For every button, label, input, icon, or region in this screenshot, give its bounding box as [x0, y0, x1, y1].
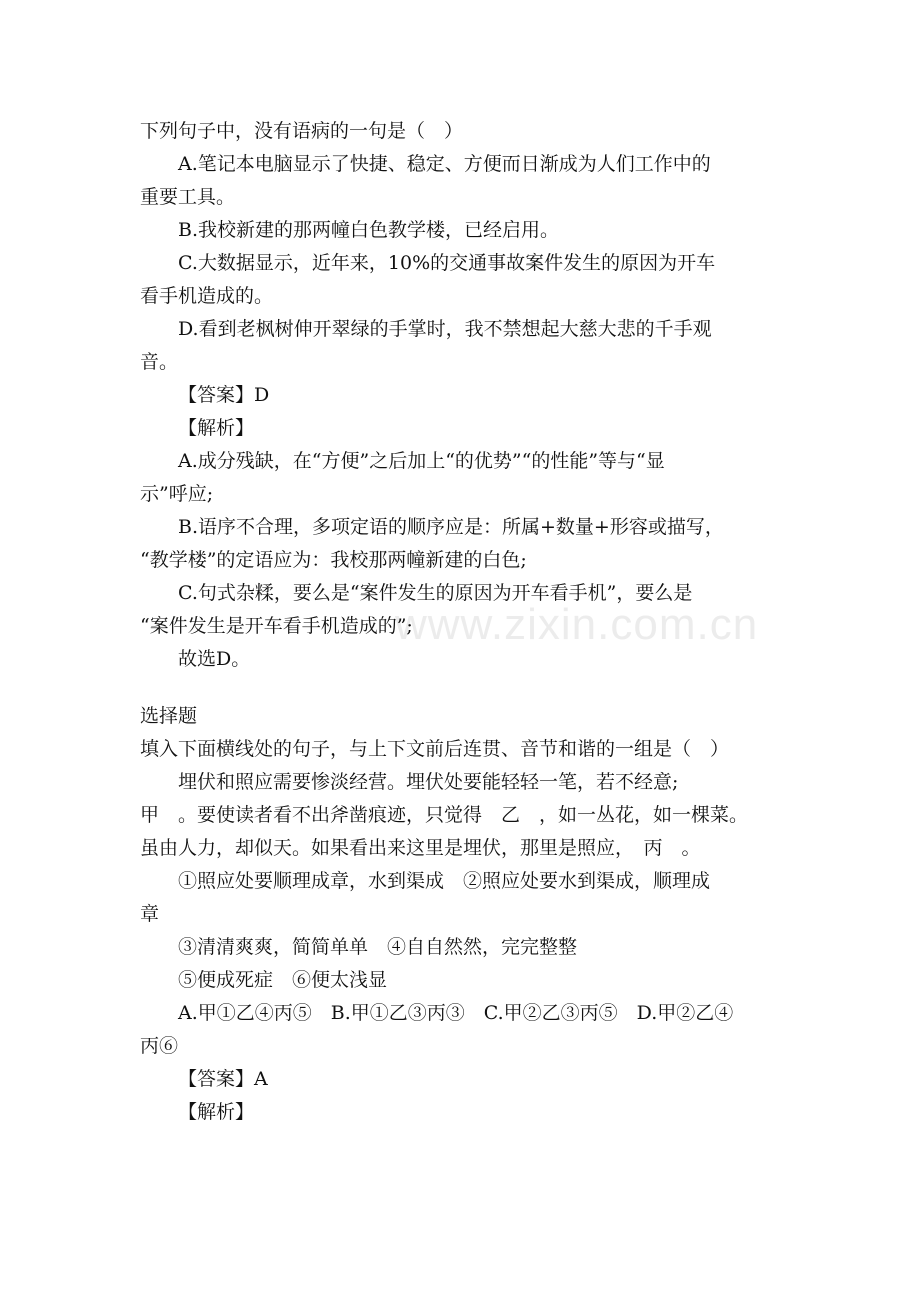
option-b: B.我校新建的那两幢白色教学楼，已经启用。 — [178, 219, 560, 241]
choices-1-2-cont: 章 — [140, 903, 160, 925]
explanation-c: C.句式杂糅，要么是“案件发生的原因为开车看手机”，要么是 — [178, 582, 693, 604]
choices-3-4: ③清清爽爽，简简单单 ④自自然然，完完整整 — [178, 936, 578, 958]
answer: 【答案】D — [178, 384, 270, 406]
option-a-cont: 重要工具。 — [140, 186, 236, 208]
question-2 — [140, 700, 790, 1129]
option-d-cont: 音。 — [140, 351, 179, 373]
option-a: A.笔记本电脑显示了快捷、稳定、方便而日渐成为人们工作中的 — [178, 153, 711, 175]
analysis-label: 【解析】 — [178, 417, 255, 439]
question-1-stem: 下列句子中，没有语病的一句是（ ） — [140, 120, 464, 142]
question-1 — [140, 115, 790, 676]
choices-5-6: ⑤便成死症 ⑥便太浅显 — [178, 969, 388, 991]
option-c-cont: 看手机造成的。 — [140, 285, 274, 307]
option-c: C.大数据显示，近年来，10%的交通事故案件发生的原因为开车 — [178, 252, 716, 274]
document-page — [140, 115, 790, 1129]
question-type-label: 选择题 — [140, 705, 198, 727]
option-d: D.看到老枫树伸开翠绿的手掌时，我不禁想起大慈大悲的千手观 — [178, 318, 712, 340]
passage-line-3: 虽由人力，却似天。如果看出来这里是埋伏，那里是照应， 丙 。 — [140, 837, 701, 859]
answer-options: A.甲①乙④丙⑤ B.甲①乙③丙③ C.甲②乙③丙⑤ D.甲②乙④ — [178, 1002, 734, 1024]
passage-line-1: 埋伏和照应需要惨淡经营。埋伏处要能轻轻一笔，若不经意; — [178, 771, 679, 793]
passage-line-2: 甲 。要使读者看不出斧凿痕迹，只觉得 乙 ，如一丛花，如一棵菜。 — [140, 804, 749, 826]
question-2-stem: 填入下面横线处的句子，与上下文前后连贯、音节和谐的一组是（ ） — [140, 738, 730, 760]
explanation-a-cont: 示”呼应; — [140, 483, 214, 505]
answer-options-cont: 丙⑥ — [140, 1035, 179, 1057]
explanation-b-cont: “教学楼”的定语应为：我校那两幢新建的白色; — [140, 549, 527, 571]
conclusion: 故选D。 — [178, 648, 251, 670]
section-gap — [140, 676, 790, 700]
watermark: www.zixin.com.cn — [395, 600, 759, 649]
explanation-a: A.成分残缺，在“方便”之后加上“的优势”“的性能”等与“显 — [178, 450, 665, 472]
explanation-c-cont: “案件发生是开车看手机造成的”; — [140, 615, 413, 637]
choices-1-2: ①照应处要顺理成章，水到渠成 ②照应处要水到渠成，顺理成 — [178, 870, 711, 892]
analysis-label: 【解析】 — [178, 1101, 255, 1123]
explanation-b: B.语序不合理，多项定语的顺序应是：所属+数量+形容或描写， — [178, 516, 724, 538]
answer: 【答案】A — [178, 1068, 268, 1090]
